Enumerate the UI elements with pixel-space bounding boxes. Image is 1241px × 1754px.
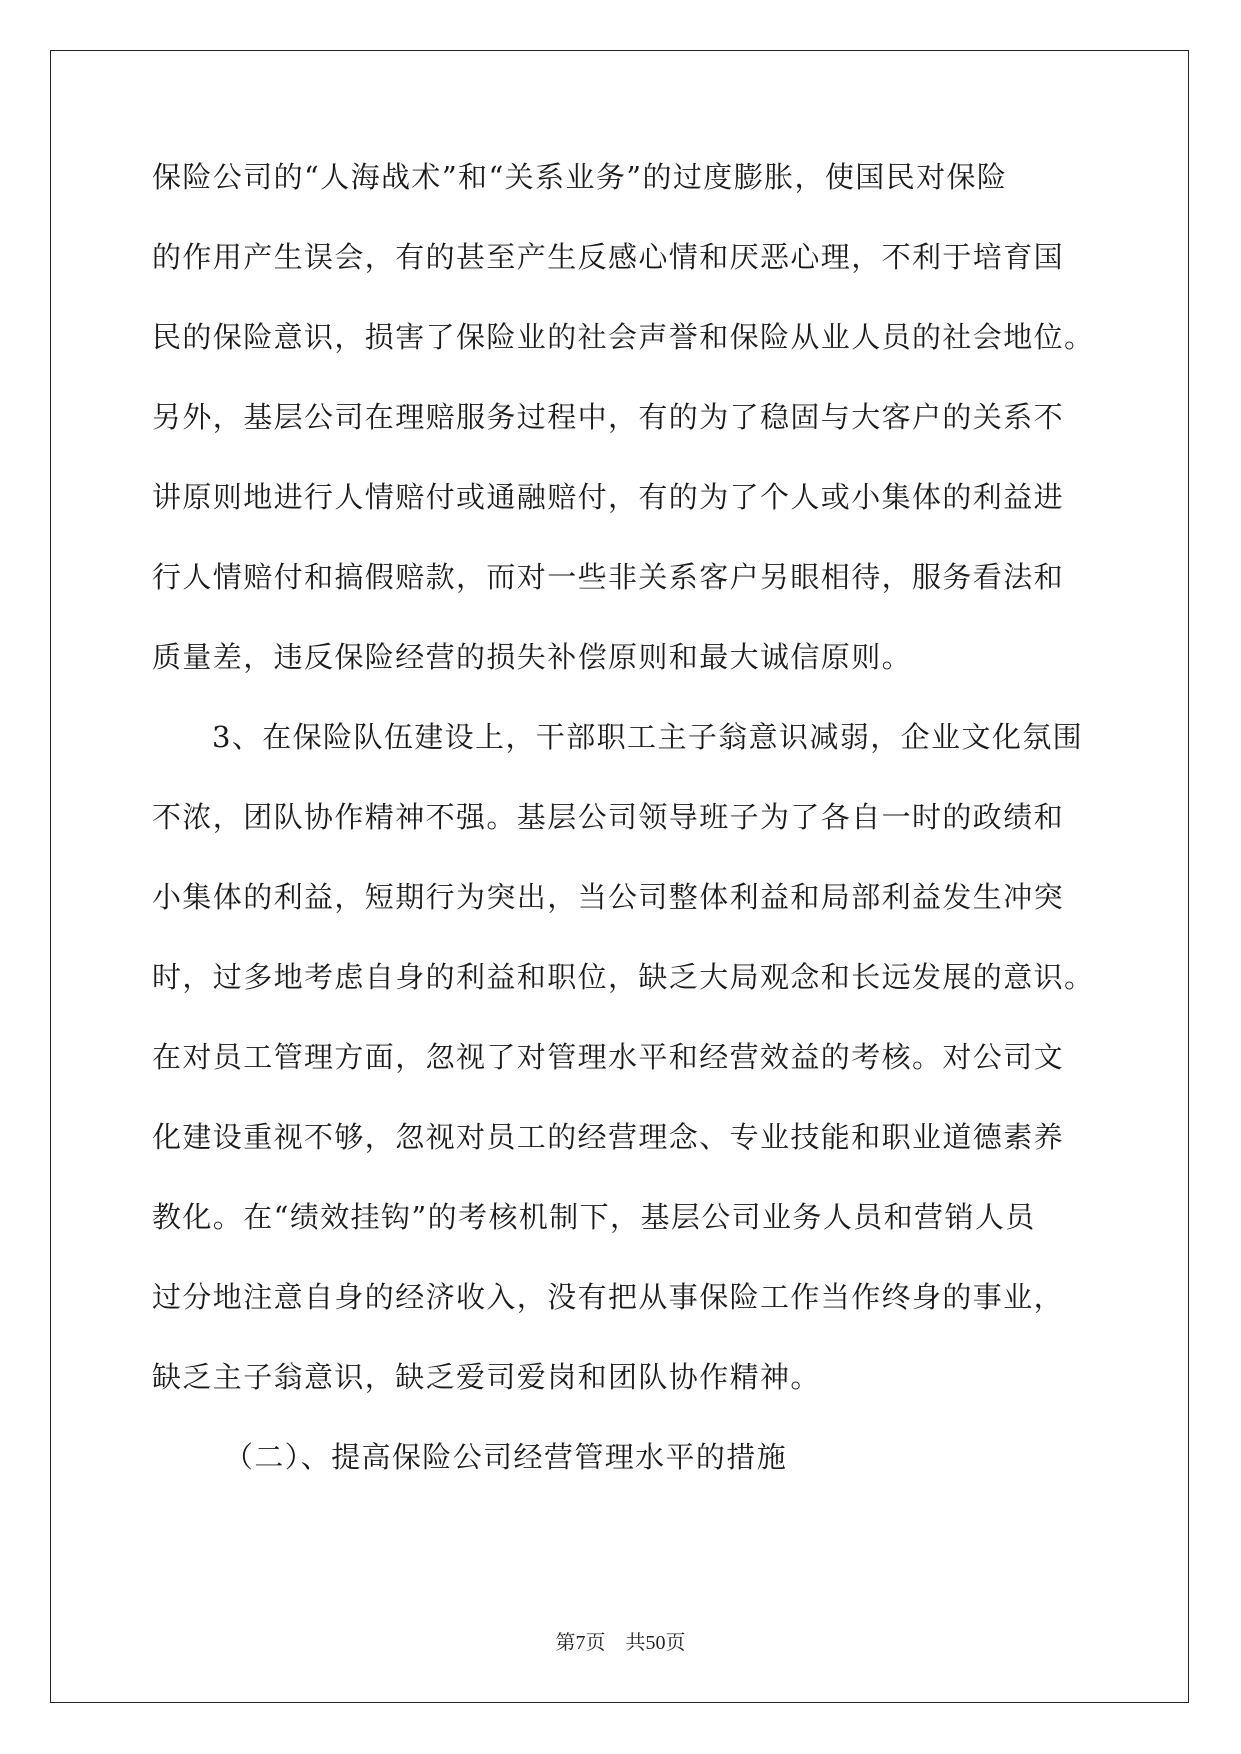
text-line: 讲原则地进行人情赔付或通融赔付，有的为了个人或小集体的利益进 xyxy=(152,480,1065,514)
section-heading: （二）、提高保险公司经营管理水平的措施 xyxy=(224,1440,788,1474)
text-line: 时，过多地考虑自身的利益和职位，缺乏大局观念和长远发展的意识。 xyxy=(152,960,1095,994)
text-line: 民的保险意识，损害了保险业的社会声誉和保险从业人员的社会地位。 xyxy=(152,320,1095,354)
text-line: 教化。在“绩效挂钩”的考核机制下，基层公司业务人员和营销人员 xyxy=(152,1200,1036,1234)
text-line: 行人情赔付和搞假赔款，而对一些非关系客户另眼相待，服务看法和 xyxy=(152,560,1065,594)
text-line: 在对员工管理方面，忽视了对管理水平和经营效益的考核。对公司文 xyxy=(152,1040,1065,1074)
document-body xyxy=(152,158,1095,1518)
text-line: 缺乏主子翁意识，缺乏爱司爱岗和团队协作精神。 xyxy=(152,1360,821,1394)
text-line: 另外，基层公司在理赔服务过程中，有的为了稳固与大客户的关系不 xyxy=(152,400,1065,434)
text-line: 小集体的利益，短期行为突出，当公司整体利益和局部利益发生冲突 xyxy=(152,880,1065,914)
text-line: 化建设重视不够，忽视对员工的经营理念、专业技能和职业道德素养 xyxy=(152,1120,1065,1154)
text-line: 不浓，团队协作精神不强。基层公司领导班子为了各自一时的政绩和 xyxy=(152,800,1065,834)
text-line: 3、在保险队伍建设上，干部职工主子翁意识减弱，企业文化氛围 xyxy=(212,720,1084,754)
page-number-footer: 第7页 共50页 xyxy=(555,1632,686,1654)
text-line: 质量差，违反保险经营的损失补偿原则和最大诚信原则。 xyxy=(152,640,913,674)
text-line: 过分地注意自身的经济收入，没有把从事保险工作当作终身的事业， xyxy=(152,1280,1065,1314)
text-line: 保险公司的“人海战术”和“关系业务”的过度膨胀，使国民对保险 xyxy=(152,160,1008,194)
text-line: 的作用产生误会，有的甚至产生反感心情和厌恶心理，不利于培育国 xyxy=(152,240,1065,274)
